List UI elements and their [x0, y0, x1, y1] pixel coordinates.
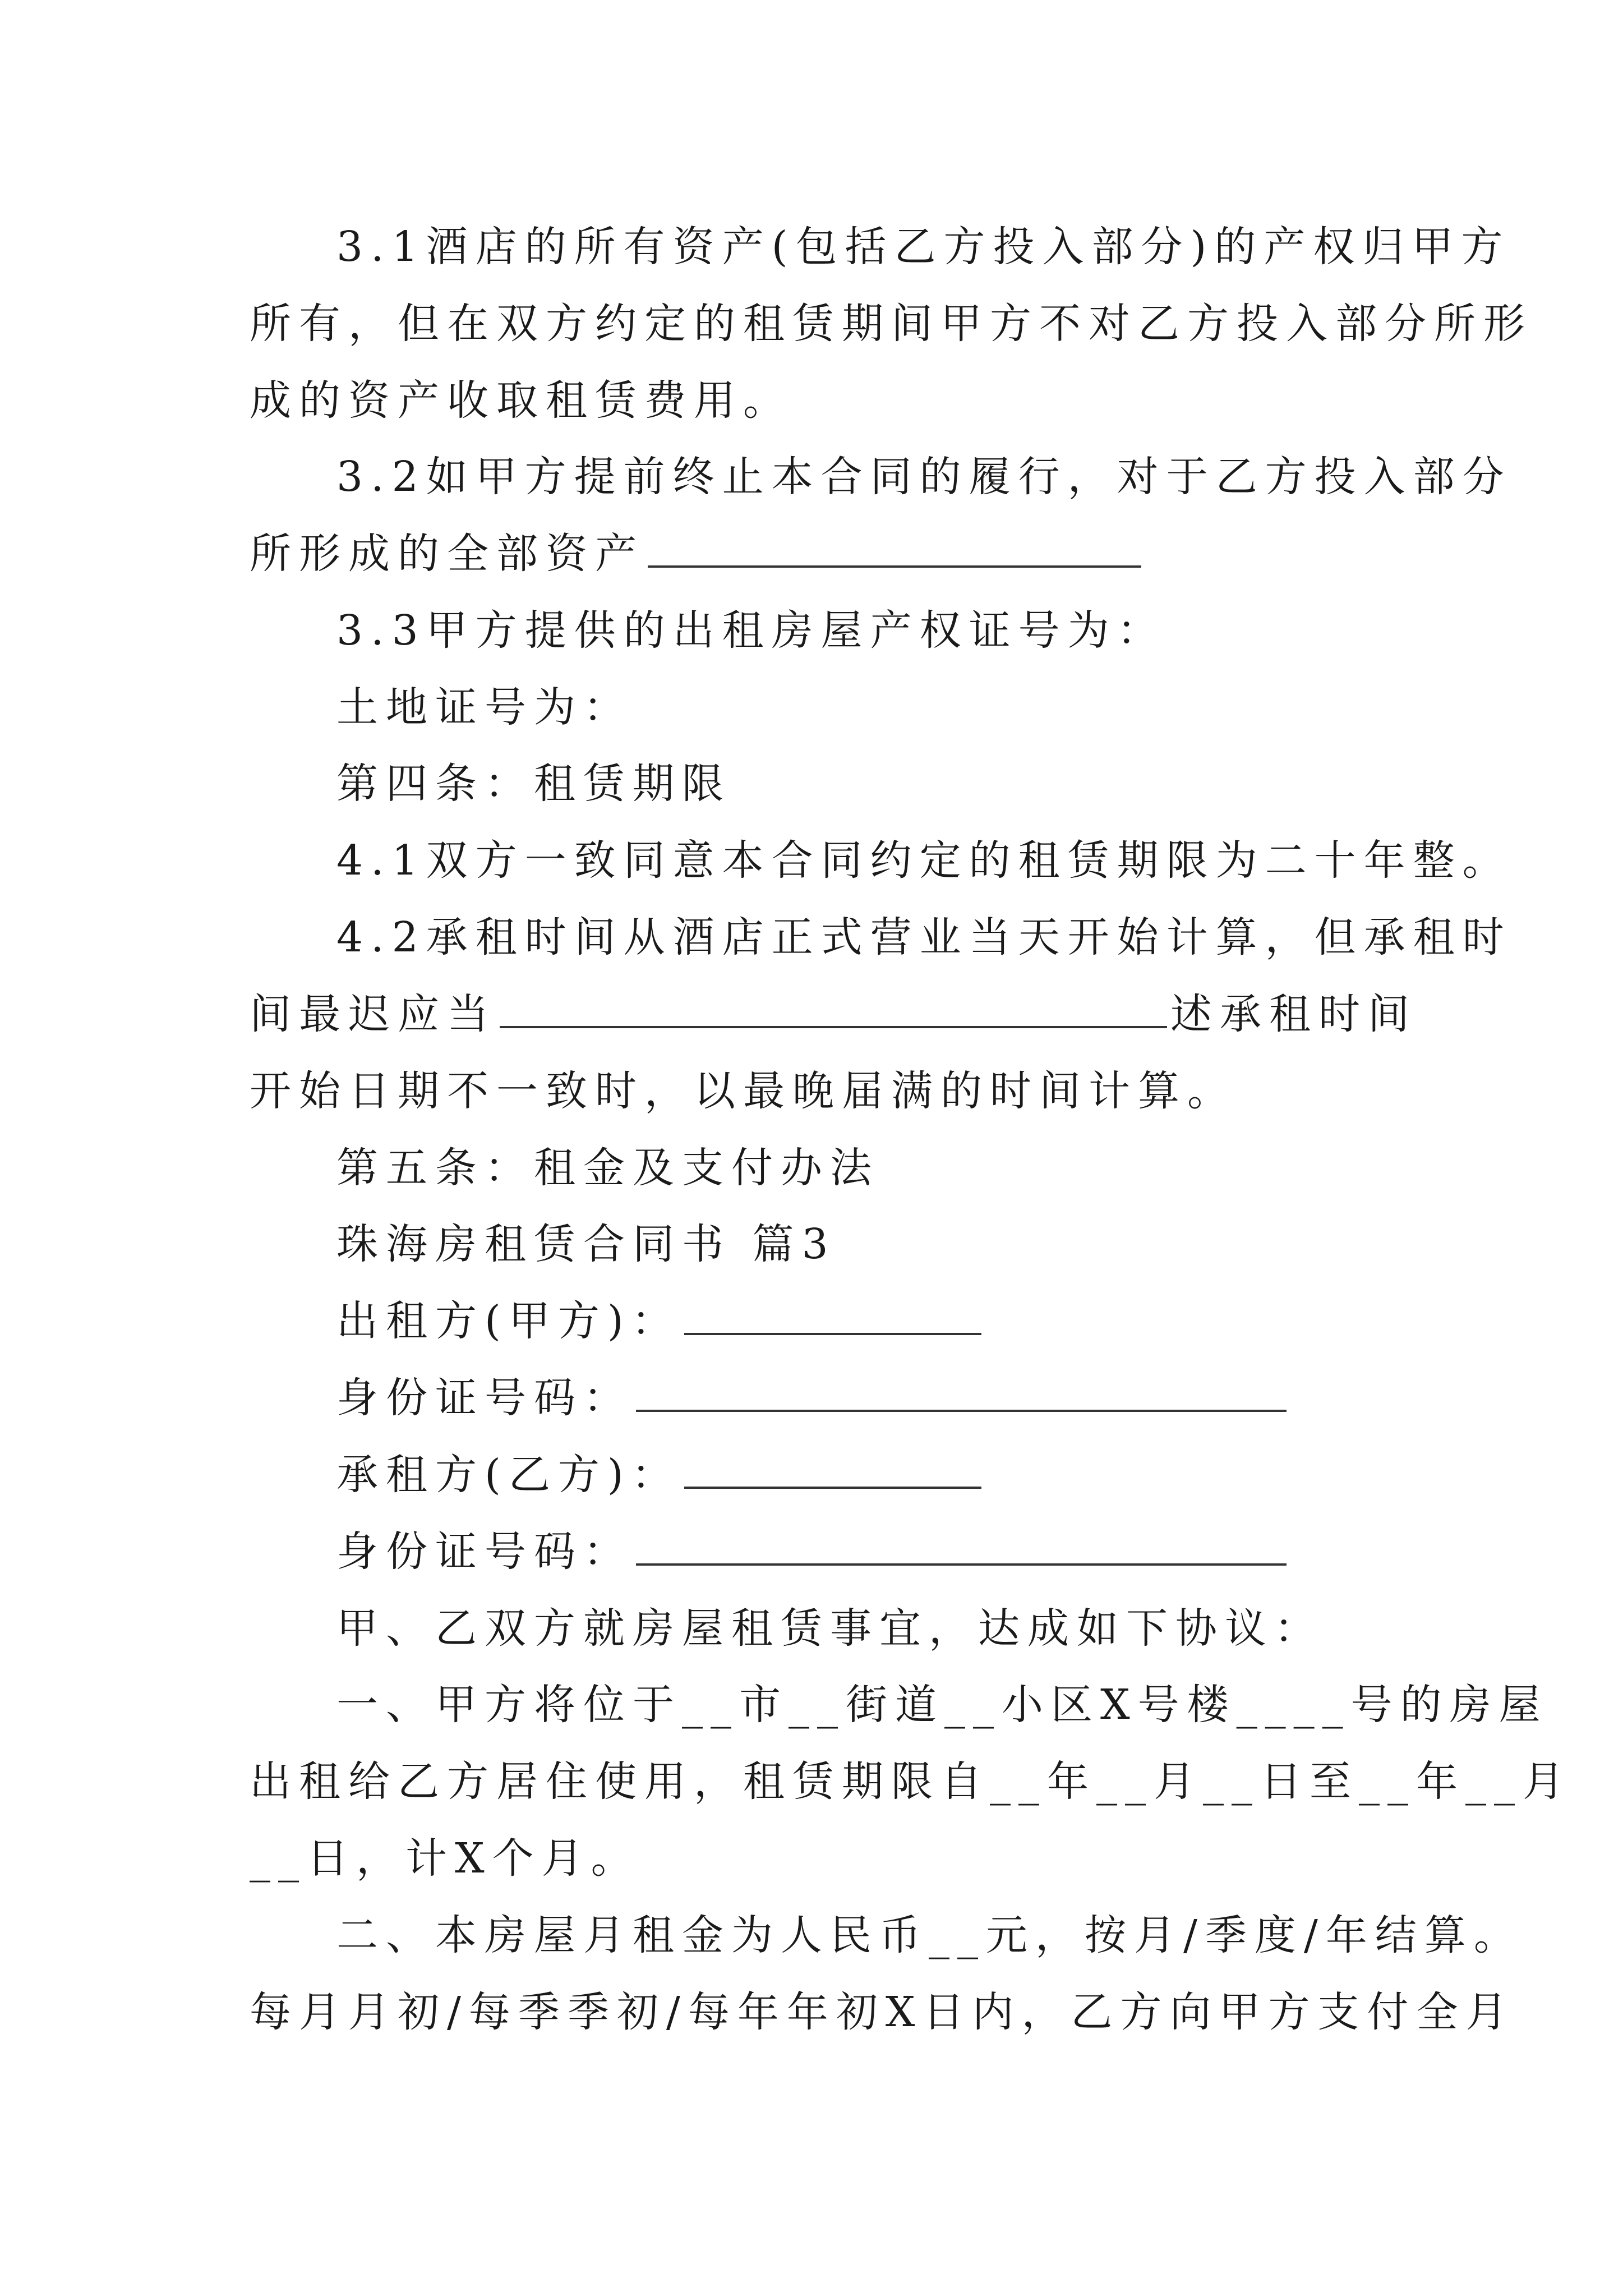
fill-in-blank	[500, 990, 1167, 1028]
article-5-heading: 第五条：租金及支付办法	[336, 1144, 879, 1192]
clause-4-2-line-3: 开始日期不一致时，以最晚届满的时间计算。	[250, 1067, 1237, 1115]
lessee-id-label: 身份证号码：	[336, 1527, 633, 1576]
clause-4-2-text-b: 述承租时间	[1170, 990, 1417, 1038]
clause-4-2-line-1: 4.2承租时间从酒店正式营业当天开始计算，但承租时	[336, 913, 1512, 961]
item-2-line-1: 二、本房屋月租金为人民币__元，按月/季度/年结算。	[336, 1911, 1523, 1959]
contract-title: 珠海房租赁合同书 篇3	[336, 1220, 836, 1268]
lessee-field	[336, 1447, 985, 1503]
article-4-heading: 第四条：租赁期限	[336, 760, 731, 808]
lessor-label: 出租方(甲方)：	[336, 1297, 681, 1345]
clause-4-1: 4.1双方一致同意本合同约定的租赁期限为二十年整。	[336, 836, 1512, 885]
agreement-intro: 甲、乙双方就房屋租赁事宜，达成如下协议：	[336, 1604, 1324, 1653]
clause-3-1-line-2: 所有，但在双方约定的租赁期间甲方不对乙方投入部分所形	[250, 300, 1533, 348]
item-1-line-1: 一、甲方将位于__市__街道__小区X号楼____号的房屋	[336, 1681, 1548, 1729]
lessor-field	[336, 1293, 985, 1349]
item-2-line-2: 每月月初/每季季初/每年年初X日内，乙方向甲方支付全月	[250, 1988, 1515, 2036]
lessor-id-field	[336, 1370, 1290, 1426]
lessor-blank	[684, 1297, 981, 1335]
fill-in-blank	[648, 530, 1141, 568]
clause-3-2-line-2	[250, 526, 1145, 582]
clause-3-2-text: 所形成的全部资产	[250, 530, 644, 578]
lessee-label: 承租方(乙方)：	[336, 1451, 681, 1499]
lessor-id-label: 身份证号码：	[336, 1374, 633, 1422]
lessor-id-blank	[636, 1374, 1287, 1412]
clause-3-1-line-1: 3.1酒店的所有资产(包括乙方投入部分)的产权归甲方	[336, 223, 1511, 271]
clause-4-2-text-a: 间最迟应当	[250, 990, 496, 1038]
lessee-blank	[684, 1451, 981, 1489]
lessee-id-field	[336, 1524, 1290, 1580]
clause-3-3: 3.3甲方提供的出租房屋产权证号为：	[336, 606, 1166, 655]
clause-4-2-line-2	[250, 986, 1417, 1042]
land-cert-number-label: 土地证号为：	[336, 683, 633, 731]
item-1-line-2: 出租给乙方居住使用，租赁期限自__年__月__日至__年__月	[250, 1757, 1572, 1806]
clause-3-2-line-1: 3.2如甲方提前终止本合同的履行，对于乙方投入部分	[336, 453, 1512, 501]
lessee-id-blank	[636, 1527, 1287, 1566]
item-1-line-3: __日，计X个月。	[250, 1834, 640, 1883]
clause-3-1-line-3: 成的资产收取租赁费用。	[250, 376, 792, 425]
